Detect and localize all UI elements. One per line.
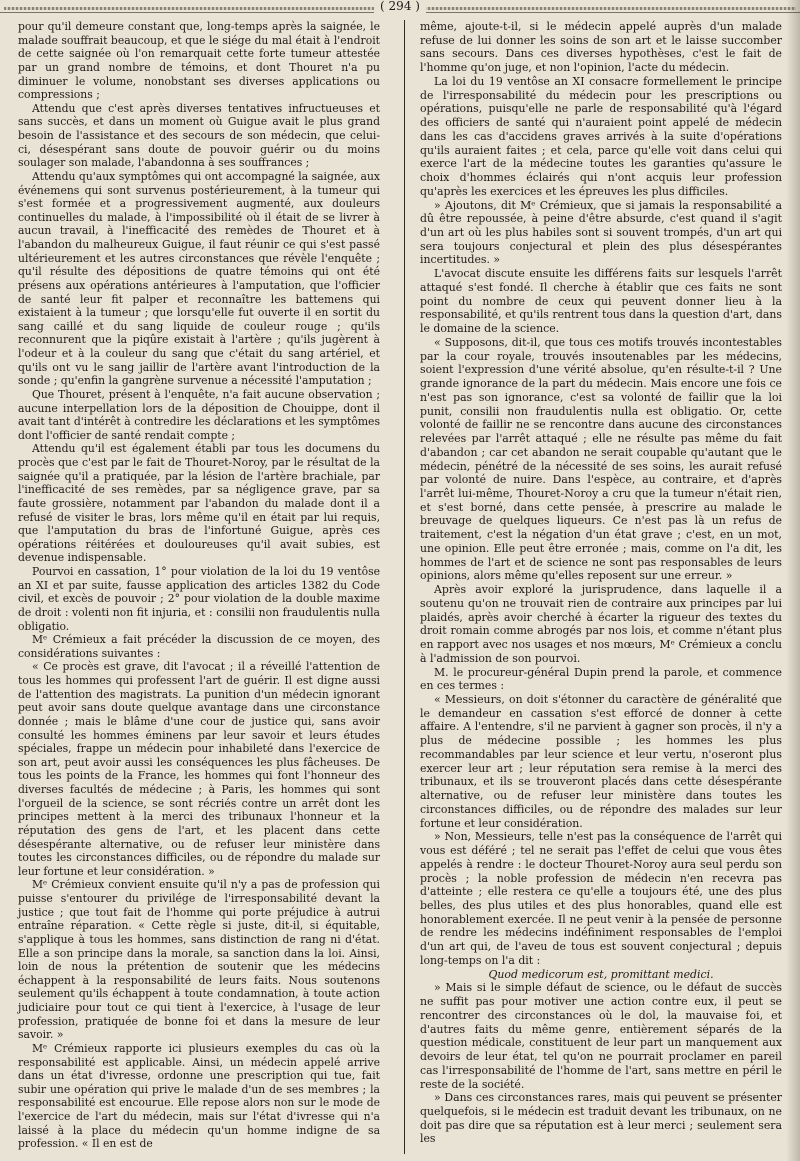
- paragraph: « Ce procès est grave, dit l'avocat ; il a réveillé l'attention de tous les hommes qui professent l'art de guérir. Il est digne aussi de l'attention des magistrats. La punition d'un médecin ignorant peut avoir sans doute quelque avantage dans une circonstance donnée ; mais le blâme d'une cour de justice qui, sans avoir consulté les hommes éminens par leur savoir et leurs études spéciales, frappe un médecin pour inhabileté dans l'exercice de son art, peut avoir aussi les conséquences les plus fâcheuses. De tous les points de la France, les hommes qui font l'honneur des diverses facultés de médecine ; à Paris, les hommes qui sont l'orgueil de la science, se sont récriés contre un arrêt dont les principes mettent à la merci des tribunaux l'honneur et la réputation des gens de l'art, et les placent dans cette désespérante alternative, ou de refuser leur ministère dans toutes les circonstances difficiles, ou de répondre du malade sur leur fortune et leur considération. »: [18, 660, 380, 878]
- paragraph: » Dans ces circonstances rares, mais qui peuvent se présenter quelquefois, si le médecin est traduit devant les tribunaux, on ne doit pas dire que sa réputation est à leur merci ; seulement sera les: [420, 1091, 782, 1146]
- paragraph: Pourvoi en cassation, 1° pour violation de la loi du 19 ventôse an XI et par suite, fausse application des articles 1382 du Code civil, et excès de pouvoir ; 2° pour violation de la double maxime de droit : volenti non fit injuria, et : consilii non fraudulentis nulla obligatio.: [18, 565, 380, 633]
- paragraph: » Ajoutons, dit Mᵉ Crémieux, que si jamais la responsabilité a dû être repoussée, à peine d'être absurde, c'est quand il s'agit d'un art où les plus habiles sont si souvent trompés, d'un art qui sera toujours conjectural et plein des plus désespérantes incertitudes. »: [420, 198, 782, 267]
- column-divider: [404, 20, 405, 1154]
- latin-quote: Quod medicorum est, promittant medici.: [488, 967, 714, 981]
- paragraph: Attendu qu'aux symptômes qui ont accompagné la saignée, aux événemens qui sont survenus postérieurement, à la tumeur qui s'est formée et a progressivement augmenté, aux douleurs continuelles du malade, à l'impossibilité où il était de se livrer à aucun travail, à l'inefficacité des remèdes de Thouret et à l'abandon du malheureux Guigue, il faut réunir ce qui s'est passé ultérieurement et les autres circonstances que révèle l'enquête ; qu'il résulte des dépositions de quatre témoins qui ont été présens aux opérations antérieures à l'amputation, que l'officier de santé leur fit palper et reconnaître les battemens qui existaient à la tumeur ; que lorsqu'elle fut ouverte il en sortit du sang caillé et du sang liquide de couleur rouge ; qu'ils reconnurent que la piqûre existait à l'artère ; qu'ils jugèrent à l'odeur et à la couleur du sang que c'était du sang artériel, et qu'ils ont vu le sang jaillir de l'artère avant l'introduction de la sonde ; qu'enfin la gangrène survenue a nécessité l'amputation ;: [18, 169, 380, 388]
- page-number-text: ( 294 ): [374, 0, 426, 13]
- left-column: [18, 20, 380, 1151]
- paragraph: pour qu'il demeure constant que, long-temps après la saignée, le malade souffrait beaucoup, et que le siége du mal était à l'endroit de cette saignée où l'on remarquait cette forte tumeur attestée par un grand nombre de témoins, et dont Thouret n'a pu diminuer le volume, nonobstant ses diverses applications ou compressions ;: [18, 20, 380, 102]
- paragraph: Attendu que c'est après diverses tentatives infructueuses et sans succès, et dans un moment où Guigue avait le plus grand besoin de l'assistance et des secours de son médecin, que celui-ci, désespérant sans doute de pouvoir guérir ou du moins soulager son malade, l'abandonna à ses souffrances ;: [18, 101, 380, 170]
- paragraph: « Supposons, dit-il, que tous ces motifs trouvés incontestables par la cour royale, trouvés insoutenables par les médecins, soient l'expression d'une vérité absolue, qu'en résulte-t-il ? Une grande ignorance de la part du médecin. Mais encore une fois ce n'est pas son ignorance, c'est sa volonté de faillir que la loi punit, consilii non fraudulentis nulla est obligatio. Or, cette volonté de faillir ne se rencontre dans aucune des circonstances relevées par l'arrêt attaqué ; elle ne résulte pas même du fait d'abandon ; car cet abandon ne serait coupable qu'autant que le médecin, pénétré de la nécessité de ses soins, les aurait refusé par volonté de nuire. Dans l'espèce, au contraire, et d'après l'arrêt lui-même, Thouret-Noroy a cru que la tumeur n'était rien, et s'est borné, dans cette pensée, à prescrire au malade le breuvage de quelques liqueurs. Ce n'est pas là un refus de traitement, c'est la négation d'un état grave ; c'est, en un mot, une opinion. Elle peut être erronée ; mais, comme on l'a dit, les hommes de l'art et de science ne sont pas responsables de leurs opinions, alors même qu'elles reposent sur une erreur. »: [420, 335, 782, 583]
- page-edge-shadow: [786, 0, 800, 1161]
- paragraph: Que Thouret, présent à l'enquête, n'a fait aucune observation ; aucune interpellation lors de la déposition de Chouippe, dont il avait tant d'intérêt à contredire les déclarations et les symptômes dont l'officier de santé rendait compte ;: [18, 387, 380, 442]
- paragraph: Attendu qu'il est également établi par tous les documens du procès que c'est par le fait de Thouret-Noroy, par le résultat de la saignée qu'il a pratiquée, par la lésion de l'artère brachiale, par l'inefficacité de ses remèdes, par sa négligence grave, par sa faute grossière, notamment par l'abandon du malade dont il a refusé de visiter le bras, lors même qu'il en était par lui requis, que l'amputation du bras de l'infortuné Guigue, après ces opérations réitérées et douloureuses qu'il avait subies, est devenue indispensable.: [18, 442, 380, 565]
- paragraph: La loi du 19 ventôse an XI consacre formellement le principe de l'irresponsabilité du médecin pour les prescriptions ou opérations, puisqu'elle ne parle de responsabilité qu'à l'égard des officiers de santé qui n'auraient point appelé de médecin dans les cas d'accidens graves arrivés à la suite d'opérations qu'ils auraient faites ; et cela, parce qu'elle voit dans celui qui exerce l'art de la médecine toutes les garanties qu'assure le choix d'hommes éclairés qui n'ont acquis leur profession qu'après les exercices et les épreuves les plus difficiles.: [420, 74, 782, 198]
- paragraph: « Messieurs, on doit s'étonner du caractère de généralité que le demandeur en cassation s'est efforcé de donner à cette affaire. A l'entendre, s'il ne parvient à gagner son procès, il n'y a plus de médecine possible ; les hommes les plus recommandables par leur science et leur vertu, n'oseront plus exercer leur art ; leur réputation sera remise à la merci des tribunaux, et ils se trouveront placés dans cette désespérante alternative, ou de refuser leur ministère dans toutes les circonstances difficiles, ou de répondre des malades sur leur fortune et leur considération.: [420, 692, 782, 830]
- paragraph: Mᵉ Crémieux a fait précéder la discussion de ce moyen, des considérations suivantes :: [18, 633, 380, 660]
- paragraph: » Mais si le simple défaut de science, ou le défaut de succès ne suffit pas pour motiver une action contre eux, il peut se rencontrer des circonstances où le dol, la mauvaise foi, et d'autres faits du même genre, entièrement séparés de la question médicale, constituent de leur part un manquement aux devoirs de leur état, tel qu'on ne pourrait proclamer en pareil cas l'irresponsabilité de l'homme de l'art, sans mettre en péril le reste de la société.: [420, 981, 782, 1091]
- page-number: [0, 0, 800, 13]
- paragraph: L'avocat discute ensuite les différens faits sur lesquels l'arrêt attaqué s'est fondé. Il cherche à établir que ces faits ne sont point du nombre de ceux qui peuvent donner lieu à la responsabilité, et qu'ils rentrent tous dans la question d'art, dans le domaine de la science.: [420, 267, 782, 336]
- paragraph: Mᵉ Crémieux convient ensuite qu'il n'y a pas de profession qui puisse s'entourer du privilége de l'irresponsabilité devant la justice ; que tout fait de l'homme qui porte préjudice à autrui entraîne réparation. « Cette règle si juste, dit-il, si équitable, s'applique à tous les hommes, sans distinction de rang ni d'état. Elle a son principe dans la morale, sa sanction dans la loi. Ainsi, loin de nous la prétention de soutenir que les médecins échappent à la responsabilité de leurs faits. Nous soutenons seulement qu'ils échappent à toute condamnation, à toute action judiciaire pour tout ce qui tient à l'exercice, à l'usage de leur profession, pratiquée de bonne foi et dans la mesure de leur savoir. »: [18, 878, 380, 1042]
- paragraph: Mᵉ Crémieux rapporte ici plusieurs exemples du cas où la responsabilité est applicable. Ainsi, un médecin appelé arrive dans un état d'ivresse, ordonne une prescription qui tue, fait subir une opération qui prive le malade d'un de ses membres ; la responsabilité est encourue. Elle repose alors non sur le mode de l'exercice de l'art du médecin, mais sur l'état d'ivresse qui n'a laissé à la place du médecin qu'un homme indigne de sa profession. « Il en est de: [18, 1041, 380, 1151]
- right-column: [420, 20, 782, 1146]
- paragraph: Après avoir exploré la jurisprudence, dans laquelle il a soutenu qu'on ne trouvait rien de contraire aux principes par lui plaidés, après avoir cherché à écarter la rigueur des textes du droit romain comme abrogés par nos lois, et comme n'étant plus en rapport avec nos usages et nos mœurs, Mᵉ Crémieux a conclu à l'admission de son pourvoi.: [420, 583, 782, 665]
- paragraph: M. le procureur-général Dupin prend la parole, et commence en ces termes :: [420, 665, 782, 693]
- paragraph: même, ajoute-t-il, si le médecin appelé auprès d'un malade refuse de lui donner les soins de son art et le laisse succomber sans secours. Dans ces diverses hypothèses, c'est le fait de l'homme qu'on juge, et non l'opinion, l'acte du médecin.: [420, 20, 782, 75]
- paragraph: » Non, Messieurs, telle n'est pas la conséquence de l'arrêt qui vous est déféré ; tel ne serait pas l'effet de celui que vous êtes appelés à rendre : le docteur Thouret-Noroy aura seul perdu son procès ; la noble profession de médecin n'en recevra pas d'atteinte ; elle restera ce qu'elle a toujours été, une des plus belles, des plus utiles et des plus honorables, quand elle est honorablement exercée. Il ne peut venir à la pensée de personne de rendre les médecins indéfiniment responsables de l'emploi d'un art qui, de l'aveu de tous est souvent conjectural ; depuis long-temps on l'a dit :: [420, 830, 782, 967]
- page-header: [0, 0, 800, 13]
